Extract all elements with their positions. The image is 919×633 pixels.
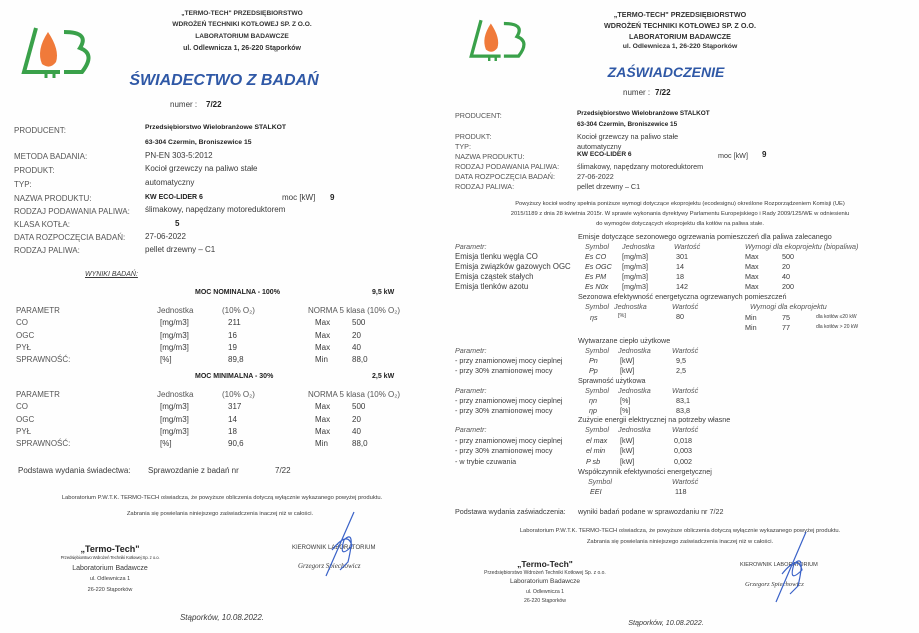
page-title: ZAŚWIADCZENIE [607, 64, 725, 80]
column-header: PARAMETR [16, 306, 60, 315]
page-title: ŚWIADECTWO Z BADAŃ [129, 72, 319, 89]
method-value: PN-EN 303-5:2012 [145, 151, 213, 160]
table-cell: 0,003 [674, 446, 692, 456]
column-header: Wartość [674, 242, 701, 251]
fuel-label: RODZAJ PALIWA: [455, 182, 515, 191]
date-label: DATA ROZPOCZĘCIA BADAŃ: [14, 233, 126, 242]
table-cell: 9,5 [676, 356, 686, 365]
table-cell: 500 [782, 252, 794, 261]
certificate-page-left [0, 0, 440, 633]
column-header: (10% O₂) [222, 390, 255, 399]
lab-name-line1: „TERMO-TECH" PRZEDSIĘBIORSTWO [613, 10, 747, 19]
table-cell: Max [745, 262, 759, 271]
table-cell: Max [315, 330, 331, 340]
table-cell: 88,0 [352, 439, 368, 449]
table-cell: Max [315, 402, 331, 412]
table-cell: [%] [160, 355, 172, 365]
number-label: numer : [170, 100, 198, 109]
table-cell: 20 [782, 262, 790, 271]
lab-address: ul. Odlewnicza 1, 26-220 Stąporków [183, 45, 301, 52]
results-heading: WYNIKI BADAŃ: [85, 271, 138, 278]
ecodesign-text-3: do wymogów dotyczących ekoprojektu dla kotłów na paliwa stałe. [596, 221, 764, 227]
type-value: automatyczny [145, 178, 195, 187]
table-cell: Max [315, 342, 331, 352]
fuel-value: pellet drzewny – C1 [145, 245, 216, 254]
table-cell: - przy 30% znamionowej mocy [455, 365, 553, 375]
feed-value: ślimakowy, napędzany motoreduktorem [577, 162, 704, 171]
table-cell: OGC [16, 330, 35, 340]
table-cell: Es N0x [585, 282, 609, 291]
table-cell: OGC [16, 414, 35, 424]
table-cell: [mg/m3] [622, 282, 648, 291]
table-cell: 88,0 [352, 355, 368, 365]
stamp-lab: Laboratorium Badawcze [509, 578, 581, 585]
head-name: Grzegorz Spiechowicz [745, 581, 804, 588]
table-cell: 40 [782, 272, 790, 281]
stamp-city: 26-220 Stąporków [523, 598, 567, 604]
section-heading: Wytwarzane ciepło użytkowe [578, 336, 671, 345]
section-power: 9,5 kW [372, 289, 395, 296]
column-header: Parametr: [455, 242, 487, 251]
stamp-company: Przedsiębiorstwo Wdrożeń Techniki Kotłowej Sp. z o.o. [484, 570, 606, 576]
class-label: KLASA KOTŁA: [14, 220, 71, 229]
column-header: Jednostka [622, 242, 655, 251]
lab-logo [468, 16, 530, 62]
table-cell: [kW] [620, 356, 635, 365]
producer-name: Przedsiębiorstwo Wielobranżowe STALKOT [145, 124, 287, 131]
table-cell: Max [315, 426, 331, 436]
table-cell: 500 [352, 402, 366, 412]
power-value: 9 [330, 193, 335, 202]
stamp-street: ul. Odlewnicza 1 [525, 589, 565, 595]
stamp-city: 26-220 Stąporków [87, 587, 133, 593]
seasonal-symbol: ηs [590, 313, 598, 322]
table-cell: 0,002 [674, 456, 692, 466]
stamp-street: ul. Odlewnicza 1 [89, 576, 131, 582]
copy-restriction: Zabrania się powielania niniejszego zaświadczenia inaczej niż w całości. [586, 539, 774, 545]
table-cell: [%] [620, 396, 631, 405]
table-cell: [%] [160, 439, 172, 449]
certificate-number: 7/22 [655, 88, 671, 97]
req-note: dla kotłów ≤20 kW [816, 314, 857, 320]
power-value: 9 [762, 150, 767, 159]
table-cell: - przy znamionowej mocy cieplnej [455, 436, 563, 445]
column-header: Jednostka [618, 386, 651, 395]
basis-value: wyniki badań podane w sprawozdaniu nr 7/22 [578, 507, 724, 516]
column-header: NORMA 5 klasa (10% O₂) [308, 306, 401, 315]
table-cell: Max [315, 414, 331, 424]
table-cell: SPRAWNOŚĆ: [16, 355, 71, 365]
date-value: 27-06-2022 [577, 172, 614, 181]
basis-value: Sprawozdanie z badań nr [148, 466, 239, 475]
table-cell: 83,1 [676, 396, 690, 405]
table-cell: Max [745, 272, 759, 281]
stamp-name: „Termo-Tech" [517, 559, 573, 569]
table-cell: [mg/m3] [160, 318, 189, 328]
table-cell: Max [315, 318, 331, 328]
column-header: Jednostka [157, 390, 194, 399]
basis-label: Podstawa wydania świadectwa: [18, 466, 131, 475]
table-cell: [kW] [620, 456, 635, 466]
basis-number: 7/22 [275, 466, 291, 475]
lab-statement: Laboratorium P.W.T.K. TERMO-TECH oświadcza, że powyższe obliczenia dotyczą wyłącznie wykazanego powyżej produktu. [61, 495, 383, 501]
column-header: Jednostka [618, 346, 651, 355]
lab-name-line2: WDROŻEŃ TECHNIKI KOTŁOWEJ SP. Z O.O. [603, 21, 757, 30]
copy-restriction: Zabrania się powielania niniejszego zaświadczenia inaczej niż w całości. [126, 511, 314, 517]
table-cell: ηn [589, 396, 597, 405]
table-cell: P sb [586, 456, 601, 466]
table-cell: 89,8 [228, 355, 244, 365]
issue-date: Stąporków, 10.08.2022. [628, 618, 704, 627]
product-name-value: KW ECO-LIDER 6 [145, 194, 203, 201]
table-cell: 18 [228, 426, 237, 436]
date-value: 27-06-2022 [145, 232, 186, 241]
seasonal-unit: [%] [618, 313, 626, 319]
lab-name-line2: WDROŻEŃ TECHNIKI KOTŁOWEJ SP. Z O.O. [172, 21, 312, 28]
seasonal-value: 80 [676, 312, 684, 321]
column-header: Symbol [585, 242, 609, 251]
table-cell: CO [16, 402, 28, 412]
table-cell: [%] [620, 405, 631, 415]
column-header: Wartość [672, 302, 699, 311]
table-cell: Emisja cząstek stałych [455, 272, 534, 281]
req-note: dla kotłów > 20 kW [816, 324, 859, 330]
eei-symbol: EEI [590, 487, 602, 496]
product-name-label: NAZWA PRODUKTU: [455, 152, 525, 161]
table-cell: CO [16, 318, 28, 328]
section-heading: Emisje dotyczące sezonowego ogrzewania pomieszczeń dla paliwa zalecanego [578, 232, 832, 241]
table-cell: - przy 30% znamionowej mocy [455, 446, 553, 456]
lab-statement: Laboratorium P.W.T.K. TERMO-TECH oświadcza, że powyższe obliczenia dotyczą wyłącznie wykazanego powyżej produktu. [519, 528, 841, 534]
table-cell: 83,8 [676, 405, 690, 415]
issue-date: Stąporków, 10.08.2022. [179, 613, 265, 622]
producer-address: 63-304 Czermin, Broniszewice 15 [145, 139, 252, 146]
lab-name-line3: LABORATORIUM BADAWCZE [629, 32, 731, 41]
column-header: NORMA 5 klasa (10% O₂) [308, 390, 401, 399]
column-header: Symbol [585, 425, 609, 434]
table-cell: 317 [228, 402, 242, 412]
table-cell: 90,6 [228, 439, 244, 449]
column-header: Jednostka [157, 306, 194, 315]
req-value: 77 [782, 323, 790, 332]
head-name: Grzegorz Spiechowicz [298, 562, 361, 570]
signature [318, 510, 362, 580]
table-cell: [mg/m3] [160, 342, 189, 352]
table-cell: [mg/m3] [160, 402, 189, 412]
column-header: Wymogi dla ekoprojektu [750, 302, 827, 311]
lab-name-line1: „TERMO-TECH" PRZEDSIĘBIORSTWO [181, 10, 303, 17]
ecodesign-text-2: 2015/1189 z dnia 28 kwietnia 2015r. W sprawie wykonania dyrektywy Parlamentu Europejskiego i Rady 2009/125/WE w odniesieniu [510, 211, 850, 217]
basis-label: Podstawa wydania zaświadczenia: [455, 507, 566, 516]
column-header: Wartość [672, 477, 699, 486]
table-cell: [mg/m3] [160, 426, 189, 436]
table-cell: 16 [228, 330, 237, 340]
fuel-label: RODZAJ PALIWA: [14, 246, 80, 255]
product-label: PRODUKT: [14, 166, 55, 175]
table-cell: 40 [352, 426, 361, 436]
table-cell: Min [315, 439, 328, 449]
section-heading: Sezonowa efektywność energetyczna ogrzewanych pomieszczeń [578, 292, 787, 301]
power-label: moc [kW] [718, 151, 748, 160]
lab-address: ul. Odlewnicza 1, 26-220 Stąporków [622, 43, 738, 50]
req-min: Min [745, 313, 757, 322]
column-header: Parametr: [455, 425, 487, 434]
method-label: METODA BADANIA: [14, 152, 88, 161]
table-cell: 2,5 [676, 365, 686, 375]
table-cell: Emisja związków gazowych OGC [455, 262, 571, 271]
table-cell: 301 [676, 252, 688, 261]
table-cell: 14 [676, 262, 684, 271]
column-header: Wartość [672, 386, 699, 395]
product-name-label: NAZWA PRODUKTU: [14, 194, 92, 203]
table-cell: 142 [676, 282, 688, 291]
head-title: KIEROWNIK LABORATORIUM [740, 562, 818, 568]
column-header: (10% O₂) [222, 306, 255, 315]
column-header: Symbol [588, 477, 612, 486]
section-heading: Sprawność użytkowa [578, 376, 646, 385]
table-cell: [mg/m3] [160, 330, 189, 340]
table-cell: 0,018 [674, 436, 692, 445]
table-cell: SPRAWNOŚĆ: [16, 439, 71, 449]
table-cell: PYŁ [16, 342, 32, 352]
table-cell: 200 [782, 282, 794, 291]
column-header: Symbol [585, 302, 609, 311]
table-cell: Max [745, 252, 759, 261]
table-cell: Es CO [585, 252, 607, 261]
section-heading: MOC NOMINALNA - 100% [195, 289, 280, 296]
feed-label: RODZAJ PODAWANIA PALIWA: [14, 207, 130, 216]
table-cell: ηp [589, 405, 597, 415]
signature [768, 530, 812, 606]
table-cell: 20 [352, 414, 361, 424]
stamp-company: Przedsiębiorstwo Wdrożeń Techniki Kotłowej Sp. z o.o. [60, 555, 160, 560]
eei-value: 118 [675, 487, 687, 496]
table-cell: - przy znamionowej mocy cieplnej [455, 396, 563, 405]
fuel-value: pellet drzewny – C1 [577, 182, 641, 191]
certificate-page-right [440, 0, 919, 633]
table-cell: 14 [228, 414, 237, 424]
table-cell: 211 [228, 318, 241, 328]
table-cell: [kW] [620, 436, 635, 445]
type-value: automatyczny [577, 142, 622, 151]
table-cell: el max [586, 436, 608, 445]
producer-name: Przedsiębiorstwo Wielobranżowe STALKOT [577, 110, 710, 117]
stamp-name: „Termo-Tech" [80, 544, 140, 554]
section-heading: MOC MINIMALNA - 30% [195, 373, 274, 380]
product-value: Kocioł grzewczy na paliwo stałe [577, 132, 679, 141]
certificate-number: 7/22 [206, 100, 222, 109]
table-cell: Es PM [585, 272, 607, 281]
table-cell: 500 [352, 318, 366, 328]
table-cell: [kW] [620, 446, 635, 456]
table-cell: Pp [589, 365, 598, 375]
feed-label: RODZAJ PODAWANIA PALIWA: [455, 162, 560, 171]
product-label: PRODUKT: [455, 132, 492, 141]
table-cell: 20 [352, 330, 361, 340]
stamp-lab: Laboratorium Badawcze [72, 565, 148, 572]
type-label: TYP: [14, 180, 32, 189]
table-cell: - przy znamionowej mocy cieplnej [455, 356, 563, 365]
table-cell: Pn [589, 356, 598, 365]
class-value: 5 [175, 219, 180, 228]
table-cell: - w trybie czuwania [455, 456, 517, 466]
producer-label: PRODUCENT: [455, 111, 502, 120]
table-cell: Emisja tlenku węgla CO [455, 252, 538, 261]
lab-name-line3: LABORATORIUM BADAWCZE [195, 33, 289, 40]
req-min: Min [745, 323, 757, 332]
table-cell: 40 [352, 342, 361, 352]
req-value: 75 [782, 313, 790, 322]
table-cell: Max [745, 282, 759, 291]
producer-label: PRODUCENT: [14, 126, 67, 135]
table-cell: PYŁ [16, 426, 32, 436]
table-cell: Min [315, 355, 328, 365]
table-cell: - przy 30% znamionowej mocy [455, 405, 553, 415]
producer-address: 63-304 Czermin, Broniszewice 15 [577, 121, 678, 128]
table-cell: 19 [228, 342, 237, 352]
number-label: numer : [623, 88, 651, 97]
column-header: Jednostka [614, 302, 647, 311]
table-cell: [mg/m3] [622, 262, 648, 271]
section-power: 2,5 kW [372, 373, 395, 380]
column-header: Wartość [672, 346, 699, 355]
table-cell: 18 [676, 272, 684, 281]
section-heading: Współczynnik efektywności energetycznej [578, 467, 712, 476]
table-cell: Es OGC [585, 262, 612, 271]
table-cell: el min [586, 446, 606, 456]
lab-logo [20, 24, 96, 78]
table-cell: [mg/m3] [160, 414, 189, 424]
product-name-value: KW ECO-LIDER 6 [577, 151, 632, 158]
date-label: DATA ROZPOCZĘCIA BADAŃ: [455, 172, 555, 181]
table-cell: [mg/m3] [622, 252, 648, 261]
column-header: Wymogi dla ekoprojektu (biopaliwa) [745, 242, 859, 251]
column-header: Parametr: [455, 346, 487, 355]
ecodesign-text-1: Powyższy kocioł wodny spełnia poniższe wymogi dotyczące ekoprojektu (ecodesignu) określone Rozporządzeniem Komisji (UE) [515, 201, 845, 207]
type-label: TYP: [455, 142, 471, 151]
product-value: Kocioł grzewczy na paliwo stałe [145, 164, 258, 173]
column-header: PARAMETR [16, 390, 60, 399]
column-header: Wartość [672, 425, 699, 434]
table-cell: [kW] [620, 365, 635, 375]
table-cell: Emisja tlenków azotu [455, 282, 529, 291]
section-heading: Zużycie energii elektrycznej na potrzeby własne [578, 415, 731, 424]
column-header: Parametr: [455, 386, 487, 395]
feed-value: ślimakowy, napędzany motoreduktorem [145, 205, 286, 214]
power-label: moc [kW] [282, 193, 316, 202]
column-header: Symbol [585, 386, 609, 395]
column-header: Jednostka [618, 425, 651, 434]
column-header: Symbol [585, 346, 609, 355]
table-cell: [mg/m3] [622, 272, 648, 281]
head-title: KIEROWNIK LABORATORIUM [292, 545, 376, 551]
